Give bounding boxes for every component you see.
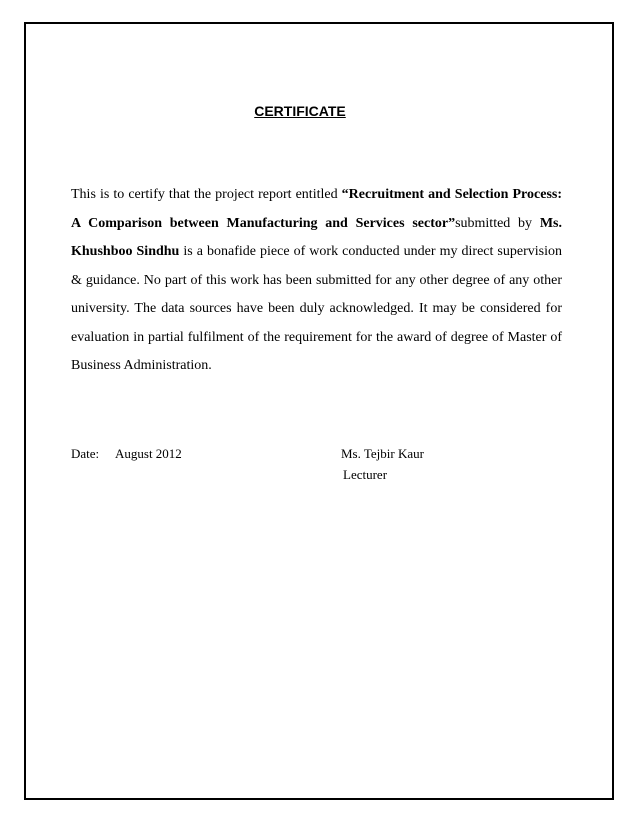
signatory-role: Lecturer (343, 467, 388, 482)
body-rest: is a bonafide piece of work conducted under my direct supervision & guidance. No part of this work has been submitted for any other degree of any other university. The data sources have been duly acknowledged. It may be considered for evaluation in partial fulfilment of the requirement for the award of degree of Master of Business Administration. (71, 244, 562, 373)
body-submitted: submitted by (455, 215, 540, 231)
certificate-body (71, 181, 562, 381)
signatory-name: Ms. Tejbir Kaur (341, 446, 424, 461)
date-label: Date: (71, 446, 100, 461)
project-title: “Recruitment and Selection Process: A Comparison between Manufacturing and Services sector” (71, 187, 563, 231)
certificate-title-container (200, 103, 400, 121)
certificate-title: CERTIFICATE (254, 103, 346, 119)
body-intro: This is to certify that the project report entitled (71, 187, 342, 202)
page-border (24, 22, 614, 800)
date-value: August 2012 (115, 446, 182, 461)
student-name: Ms. Khushboo Sindhu (71, 215, 562, 259)
